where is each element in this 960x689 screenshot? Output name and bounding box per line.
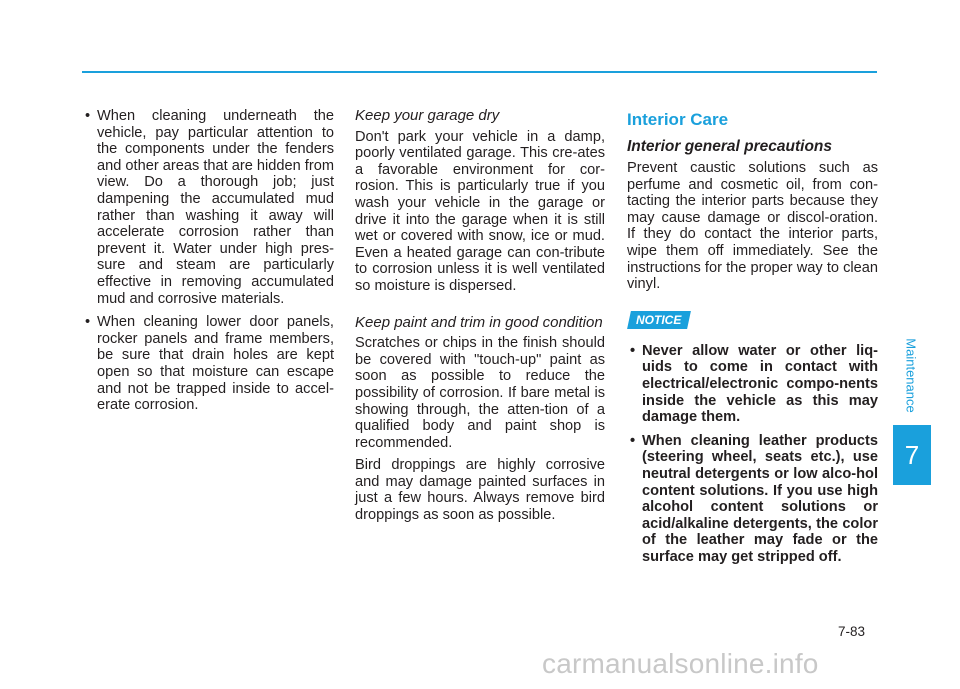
subsection-title: Interior general precautions bbox=[627, 138, 832, 155]
chapter-number: 7 bbox=[904, 439, 920, 470]
chapter-side-label bbox=[900, 330, 922, 420]
watermark-text: carmanualsonline.info bbox=[542, 648, 819, 679]
chapter-side-label-text: Maintenance bbox=[903, 337, 919, 413]
notice-label: NOTICE bbox=[636, 312, 682, 327]
cleaning-bullet-list bbox=[82, 108, 334, 414]
garage-heading: Keep your garage dry bbox=[355, 107, 500, 124]
bullet-door-panels: • When cleaning lower door panels, rocker panels and frame members, be sure that drain holes are kept open so that moisture can escape and not be trapped inside to accel-erate corrosion. bbox=[82, 314, 334, 414]
column-left bbox=[82, 108, 334, 421]
section-title: Interior Care bbox=[627, 110, 729, 129]
column-right bbox=[627, 108, 878, 572]
notice-bullet-water: • Never allow water or other liq-uids to come in contact with electrical/electronic compo-nents inside the vehicle as this may damage them. bbox=[627, 343, 878, 426]
notice-bullet-list bbox=[627, 343, 878, 566]
garage-paragraph: Don't park your vehicle in a damp, poorly ventilated garage. This cre-ates a favorable environment for cor-rosion. This is particularly true if you wash your vehicle in the garage or drive it into the garage when it is still wet or covered with snow, ice or mud. Even a heated garage can con-tribute to corrosion unless it is well ventilated so moisture is dispersed. bbox=[355, 128, 605, 294]
notice-badge bbox=[627, 311, 691, 329]
interior-intro-paragraph: Prevent caustic solutions such as perfume and cosmetic oil, from con-tacting the interior parts because they may cause damage or discol-oration. If they do contact the interior parts, wipe them off immediately. See the instructions for the proper way to clean vinyl. bbox=[627, 160, 878, 293]
paint-paragraph: Scratches or chips in the finish should be covered with "touch-up" paint as soon as possible to reduce the possibility of corrosion. If bare metal is showing through, the atten-tion of a qualified body and paint shop is recommended. bbox=[355, 335, 605, 451]
bird-droppings-paragraph: Bird droppings are highly corrosive and may damage painted surfaces in just a few hours. Always remove bird droppings as soon as possible. bbox=[355, 457, 605, 524]
paint-heading: Keep paint and trim in good condition bbox=[355, 313, 603, 331]
column-middle bbox=[355, 108, 605, 530]
chapter-tab bbox=[893, 425, 931, 485]
notice-bullet-leather: • When cleaning leather products (steering wheel, seats etc.), use neutral detergents or low alco-hol content solutions. If you use high alcohol content solutions or acid/alkaline detergents, the color of the leather may fade or the surface may get stripped off. bbox=[627, 433, 878, 566]
header-rule bbox=[82, 71, 877, 73]
bullet-underneath: • When cleaning underneath the vehicle, pay particular attention to the components under the fenders and other areas that are hidden from view. Do a thorough job; just dampening the accumulated mud rather than washing it away will accelerate corrosion rather than prevent it. Water under high pres-sure and steam are particularly effective in removing accumulated mud and corrosive materials. bbox=[82, 108, 334, 307]
page-number: 7-83 bbox=[838, 624, 866, 639]
